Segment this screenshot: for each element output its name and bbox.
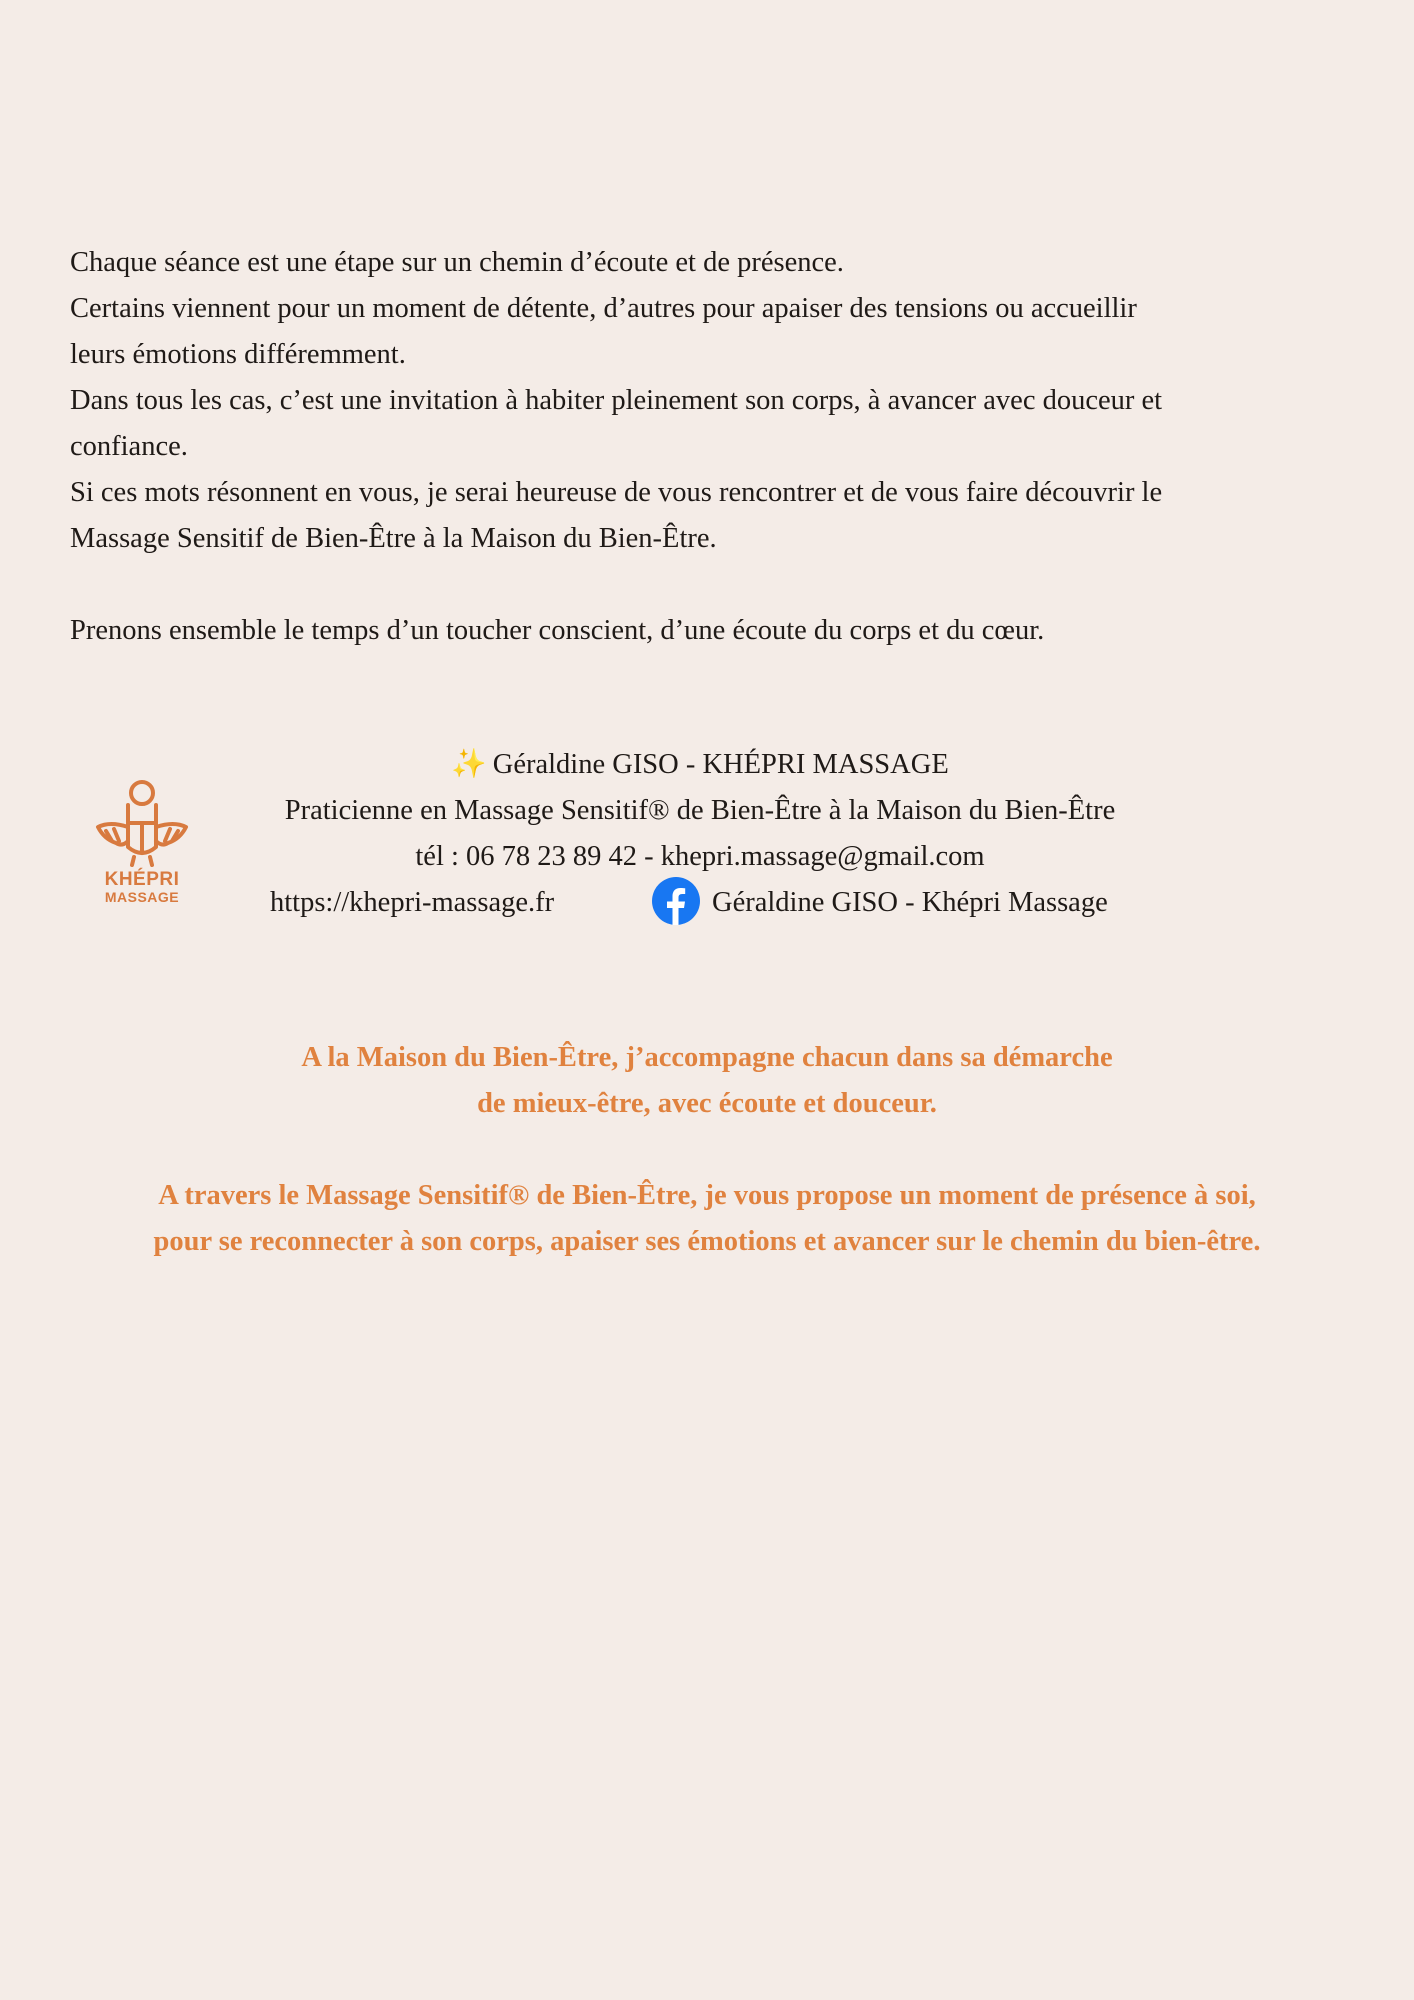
phone-email[interactable]: tél : 06 78 23 89 42 - khepri.massage@gmail.com	[415, 841, 985, 872]
sparkle-icon: ✨	[451, 749, 487, 780]
practitioner-title: Praticienne en Massage Sensitif® de Bien-Être à la Maison du Bien-Être	[284, 795, 1116, 826]
paragraph-gap	[0, 1127, 1414, 1173]
intro-line: leurs émotions différemment.	[70, 339, 406, 370]
khepri-logo	[92, 775, 192, 910]
intro-line: Si ces mots résonnent en vous, je serai heureuse de vous rencontrer et de vous faire découvrir le	[70, 477, 1163, 508]
intro-text	[70, 240, 1350, 654]
logo-brand-name: KHÉPRI	[104, 869, 180, 890]
contact-name-line	[200, 742, 1200, 788]
contact-links	[200, 880, 1200, 926]
closing-line: A la Maison du Bien-Être, j’accompagne chacun dans sa démarche	[301, 1042, 1113, 1073]
facebook-link[interactable]	[652, 880, 1108, 928]
intro-line: Dans tous les cas, c’est une invitation à habiter pleinement son corps, à avancer avec douceur et	[70, 385, 1163, 416]
closing-statement	[0, 1035, 1414, 1265]
closing-line: pour se reconnecter à son corps, apaiser ses émotions et avancer sur le chemin du bien-être.	[153, 1226, 1261, 1257]
intro-line: Massage Sensitif de Bien-Être à la Maison du Bien-Être.	[70, 523, 717, 554]
facebook-icon[interactable]	[652, 877, 700, 925]
contact-block	[200, 742, 1200, 926]
scarab-icon	[92, 775, 192, 870]
closing-line: de mieux-être, avec écoute et douceur.	[477, 1088, 937, 1119]
practitioner-name: Géraldine GISO - KHÉPRI MASSAGE	[492, 749, 949, 780]
intro-line: Certains viennent pour un moment de détente, d’autres pour apaiser des tensions ou accueillir	[70, 293, 1137, 324]
paragraph-gap	[70, 562, 1350, 608]
logo-brand-subtitle: MASSAGE	[104, 889, 180, 905]
facebook-label: Géraldine GISO - Khépri Massage	[712, 887, 1108, 918]
intro-line: confiance.	[70, 431, 188, 462]
website-link[interactable]: https://khepri-massage.fr	[270, 887, 555, 918]
intro-closing-line: Prenons ensemble le temps d’un toucher conscient, d’une écoute du corps et du cœur.	[70, 615, 1045, 646]
intro-line: Chaque séance est une étape sur un chemin d’écoute et de présence.	[70, 247, 844, 278]
closing-line: A travers le Massage Sensitif® de Bien-Être, je vous propose un moment de présence à soi,	[158, 1180, 1256, 1211]
